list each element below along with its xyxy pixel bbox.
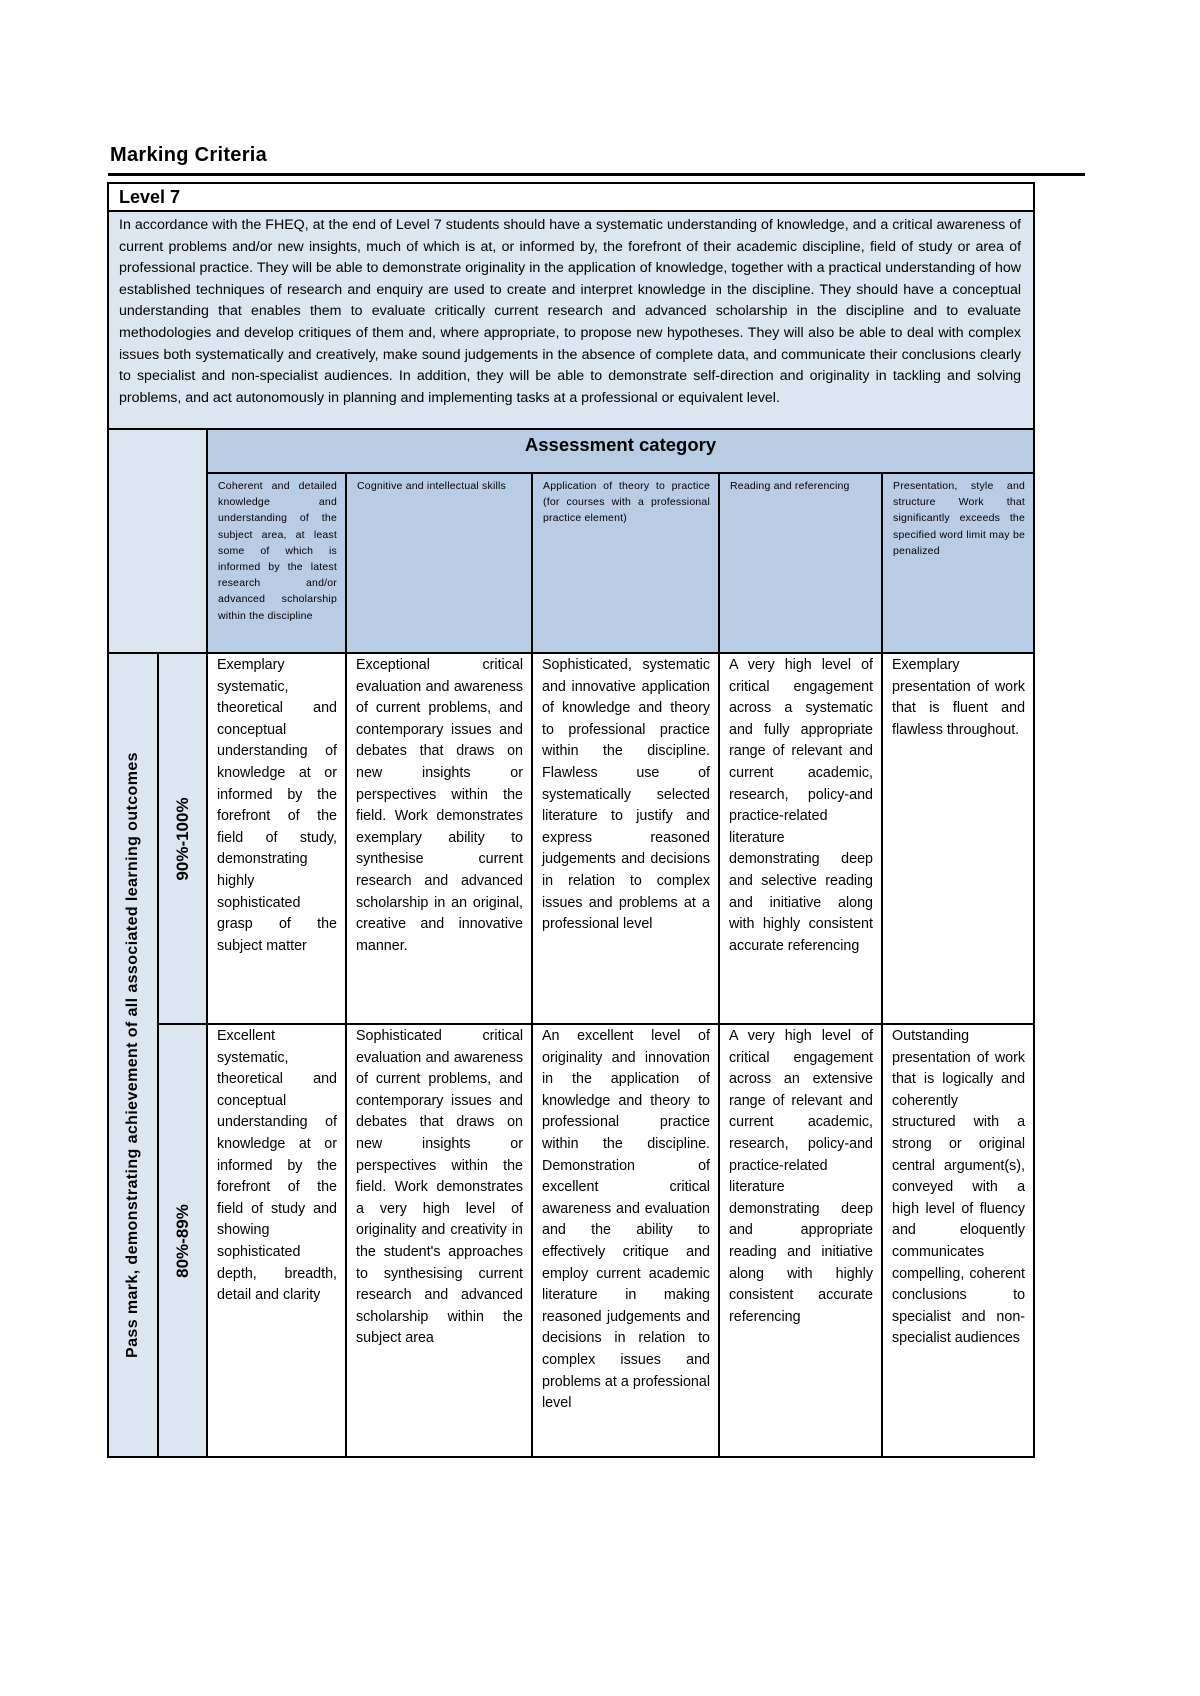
category-header-row: [108, 473, 1034, 653]
criteria-cell: Sophisticated critical evaluation and awareness of current problems, and contemporary issues and debates that draws on new insights or perspectives within the field. Work demonstrates a very high level of originality and creativity in the student's approaches to synthesising current research and advanced scholarship within the subject area: [346, 1024, 532, 1457]
assessment-category-heading: Assessment category: [207, 429, 1034, 473]
category-header-application: Application of theory to practice (for courses with a professional practice element): [532, 473, 719, 653]
band-row-80-89: [108, 1024, 1034, 1457]
header-corner: [108, 429, 207, 653]
band-label-90-100: [158, 653, 207, 1024]
band-label-text: 90%-100%: [172, 796, 192, 881]
level-description: In accordance with the FHEQ, at the end of Level 7 students should have a systematic understanding of knowledge, and a critical awareness of current problems and/or new insights, much of which is at, or informed by, the forefront of their academic discipline, field of study or area of professional practice. They will be able to demonstrate originality in the application of knowledge, together with a practical understanding of how established techniques of research and enquiry are used to create and interpret knowledge in the discipline. They should have a conceptual understanding that enables them to evaluate critically current research and advanced scholarship in the discipline and to evaluate methodologies and develop critiques of them and, where appropriate, to propose new hypotheses. They will also be able to deal with complex issues both systematically and creatively, make sound judgements in the absence of complete data, and communicate their conclusions clearly to specialist and non-specialist audiences. In addition, they will be able to demonstrate self-direction and originality in tackling and solving problems, and act autonomously in planning and implementing tasks at a professional or equivalent level.: [108, 211, 1034, 429]
criteria-cell: An excellent level of originality and innovation in the application of knowledge and theory to professional practice within the discipline. Demonstration of excellent critical awareness and evaluation and the ability to effectively critique and employ current academic literature in making reasoned judgements and decisions in relation to complex issues and problems at a professional level: [532, 1024, 719, 1457]
assessment-heading-row: [108, 429, 1034, 473]
intro-row: [108, 211, 1034, 429]
pass-mark-label-text: Pass mark, demonstrating achievement of all associated learning outcomes: [124, 752, 141, 1358]
band-label-text: 80%-89%: [172, 1203, 192, 1278]
criteria-cell: Sophisticated, systematic and innovative application of knowledge and theory to professional practice within the discipline. Flawless use of systematically selected literature to justify and express reasoned judgements and decisions in relation to complex issues and problems at a professional level: [532, 653, 719, 1024]
category-header-knowledge: Coherent and detailed knowledge and understanding of the subject area, at least some of which is informed by the latest research and/or advanced scholarship within the discipline: [207, 473, 346, 653]
criteria-cell: Excellent systematic, theoretical and conceptual understanding of knowledge at or informed by the forefront of the field of study and showing sophisticated depth, breadth, detail and clarity: [207, 1024, 346, 1457]
level-heading: Level 7: [108, 183, 1034, 211]
criteria-cell: A very high level of critical engagement across a systematic and fully appropriate range of relevant and current academic, research, policy-and practice-related literature demonstrating deep and selective reading and initiative along with highly consistent accurate referencing: [719, 653, 882, 1024]
criteria-table: [107, 182, 1035, 1458]
title-divider: [108, 173, 1085, 176]
category-header-reading: Reading and referencing: [719, 473, 882, 653]
criteria-cell: Outstanding presentation of work that is logically and coherently structured with a strong or original central argument(s), conveyed with a high level of fluency and eloquently communicates compelling, coherent conclusions to specialist and non-specialist audiences: [882, 1024, 1034, 1457]
criteria-cell: A very high level of critical engagement across an extensive range of relevant and current academic, research, policy-and practice-related literature demonstrating deep and appropriate reading and initiative along with highly consistent accurate referencing: [719, 1024, 882, 1457]
band-row-90-100: [108, 653, 1034, 1024]
pass-mark-side-label: [108, 653, 158, 1457]
category-header-cognitive: Cognitive and intellectual skills: [346, 473, 532, 653]
criteria-cell: Exemplary systematic, theoretical and conceptual understanding of knowledge at or informed by the forefront of the field of study, demonstrating highly sophisticated grasp of the subject matter: [207, 653, 346, 1024]
band-label-80-89: [158, 1024, 207, 1457]
category-header-presentation: Presentation, style and structure Work that significantly exceeds the specified word limit may be penalized: [882, 473, 1034, 653]
criteria-cell: Exemplary presentation of work that is fluent and flawless throughout.: [882, 653, 1034, 1024]
page-title: Marking Criteria: [110, 144, 268, 166]
criteria-cell: Exceptional critical evaluation and awareness of current problems, and contemporary issues and debates that draws on new insights or perspectives within the field. Work demonstrates exemplary ability to synthesise current research and advanced scholarship in an original, creative and innovative manner.: [346, 653, 532, 1024]
level-row: [108, 183, 1034, 211]
